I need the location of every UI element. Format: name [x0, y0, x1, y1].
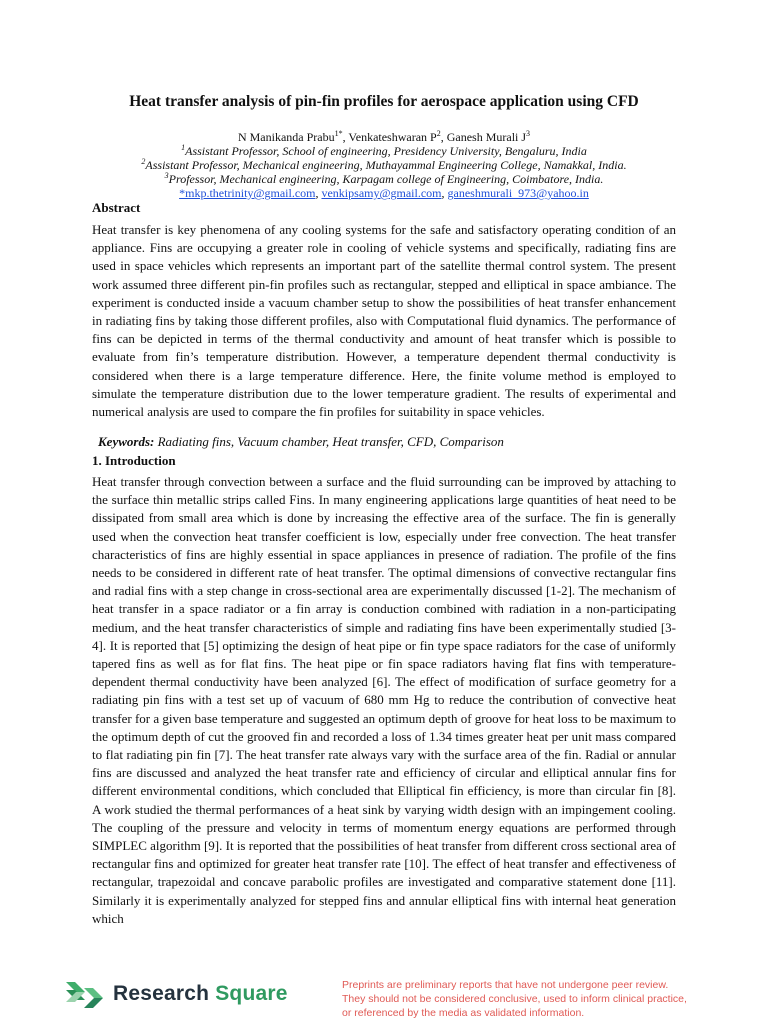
affiliation-text: Assistant Professor, Mechanical engineering, Muthayammal Engineering College, Namakkal, India. [145, 158, 627, 172]
author-name: N Manikanda Prabu [237, 130, 335, 144]
email-link[interactable]: venkipsamy@gmail.com [321, 186, 442, 200]
introduction-heading: 1. Introduction [92, 453, 176, 468]
author-affiliation-marker: 1* [334, 129, 343, 138]
disclaimer-line: They should not be considered conclusive, used to inform clinical practice, [342, 993, 687, 1005]
affiliation-marker: 3 [164, 171, 169, 180]
paper-title: Heat transfer analysis of pin-fin profiles for aerospace application using CFD [129, 93, 639, 110]
keywords-text: Radiating fins, Vacuum chamber, Heat transfer, CFD, Comparison [157, 434, 504, 449]
affiliation-2 [40, 158, 728, 173]
preprint-disclaimer [342, 978, 732, 1020]
research-square-logo-icon[interactable] [64, 980, 104, 1010]
brand-word-square: Square [215, 982, 288, 1005]
disclaimer-line: Preprints are preliminary reports that have not undergone peer review. [342, 979, 669, 991]
author-name: Venkateshwaran P [348, 130, 437, 144]
affiliation-marker: 1 [181, 143, 186, 152]
abstract-text: Heat transfer is key phenomena of any cooling systems for the safe and satisfactory operating condition of an appliance. Fins are occupying a greater role in cooling of vehicle systems and specifically, radiating fins are used in space vehicles which represents an important part of the satellite thermal control system. The present work assumed three different pin-fin profiles such as rectangular, stepped and elliptical in space ambiance. The experiment is conducted inside a vacuum chamber setup to show the possibilities of heat transfer enhancement in radiating fins by taking those different profiles, also with Computational fluid dynamics. The performance of fins can be depicted in terms of the thermal conductivity and amount of heat transfer which is possible to evaluate from fin’s temperature distribution. However, a temperature dependent thermal conductivity is considered when there is a large temperature difference. Here, the finite volume method is employed to simulate the temperature distribution due to the lower temperature gradient. The results of experimental and numerical analysis are used to compare the fin profiles for suitability in space vehicles. [92, 222, 676, 420]
affiliation-text: Assistant Professor, School of engineering, Presidency University, Bengaluru, India [185, 144, 587, 158]
preprint-footer [0, 966, 768, 1024]
email-link[interactable]: *mkp.thetrinity@gmail.com [179, 186, 316, 200]
affiliation-text: Professor, Mechanical engineering, Karpagam college of Engineering, Coimbatore, India. [168, 172, 604, 186]
abstract-heading: Abstract [92, 200, 141, 215]
research-square-brand[interactable] [113, 982, 288, 1006]
author-list: N Manikanda Prabu$^{1*}$, Venkateshwaran $P^2$, Ganesh Murali $J^3$ [237, 129, 531, 144]
affiliation-marker: 2 [141, 157, 146, 166]
author-affiliation-marker: 2 [436, 129, 441, 138]
author-affiliation-marker: 3 [526, 129, 531, 138]
keywords-label: Keywords: [98, 434, 155, 449]
brand-word-research: Research [113, 982, 210, 1005]
disclaimer-line: or referenced by the media as validated information. [342, 1007, 585, 1019]
affiliation-3 [40, 172, 728, 187]
author-name: Ganesh Murali J [446, 130, 527, 144]
email-link[interactable]: ganeshmurali_973@yahoo.in [447, 186, 589, 200]
introduction-text: Heat transfer through convection between a surface and the fluid surrounding can be improved by attaching to the surface thin metallic strips called Fins. In many engineering applications large quantities of heat need to be dissipated from small area which is done by increasing the effective area of the surface. The fin is generally used when the convection heat transfer coefficient is low, especially under free convection. The heat transfer characteristics of fins are highly essential in space appliances in presence of radiation. The profile of the fins needs to be considered in different rate of heat transfer. The optimal dimensions of convective rectangular fins and radial fins with a step change in cross-sectional area are experimentally discussed [1-2]. The mechanism of heat transfer in a space radiator or a fin array is conduction combined with radiation in a non-participating medium, and the heat transfer characteristics of simple and radiating fins have been experimentally studied [3-4]. It is reported that [5] optimizing the design of heat pipe or fin type space radiators for the case of uniformly tapered fins as well as for flat fins. The heat pipe or fin space radiators having flat fins with temperature-dependent thermal conductivity have been analyzed [6]. The effect of modification of surface geometry for a radiating pin fins with a test set up of vacuum of 680 mm Hg to reduce the contribution of convective heat transfer for a given base temperature and suggested an optimum depth of groove for heat loss to be maximum to the optimum depth of cut the grooved fin and recorded a loss of 1.34 times greater heat per unit mass compared to flat radiating pin fin [7]. The heat transfer rate always vary with the surface area of the fin. Radial or annular fins are discussed and analyzed the heat transfer rate and efficiency of circular and elliptical annular fins for different environmental conditions, which concluded that Elliptical fin efficiency, is more than circular fin [8]. A work studied the thermal performances of a heat sink by varying width design with an impingement cooling. The coupling of the pressure and velocity in terms of momentum energy equations are performed through SIMPLEC algorithm [9]. It is reported that the possibilities of heat transfer from different cross sectional area of rectangular fins and optimized for greater heat transfer rate [10]. The effect of heat transfer and effectiveness of rectangular, trapezoidal and concave parabolic profiles are investigated and comparative statement done [11]. Similarly it is experimentally analyzed for stepped fins and annular elliptical fins with internal heat generation which [92, 474, 676, 926]
keywords-line [98, 434, 504, 450]
email-list: *mkp.thetrinity@gmail.com, venkipsamy@gmail.com, ganeshmurali_973@yahoo.in [179, 186, 589, 200]
